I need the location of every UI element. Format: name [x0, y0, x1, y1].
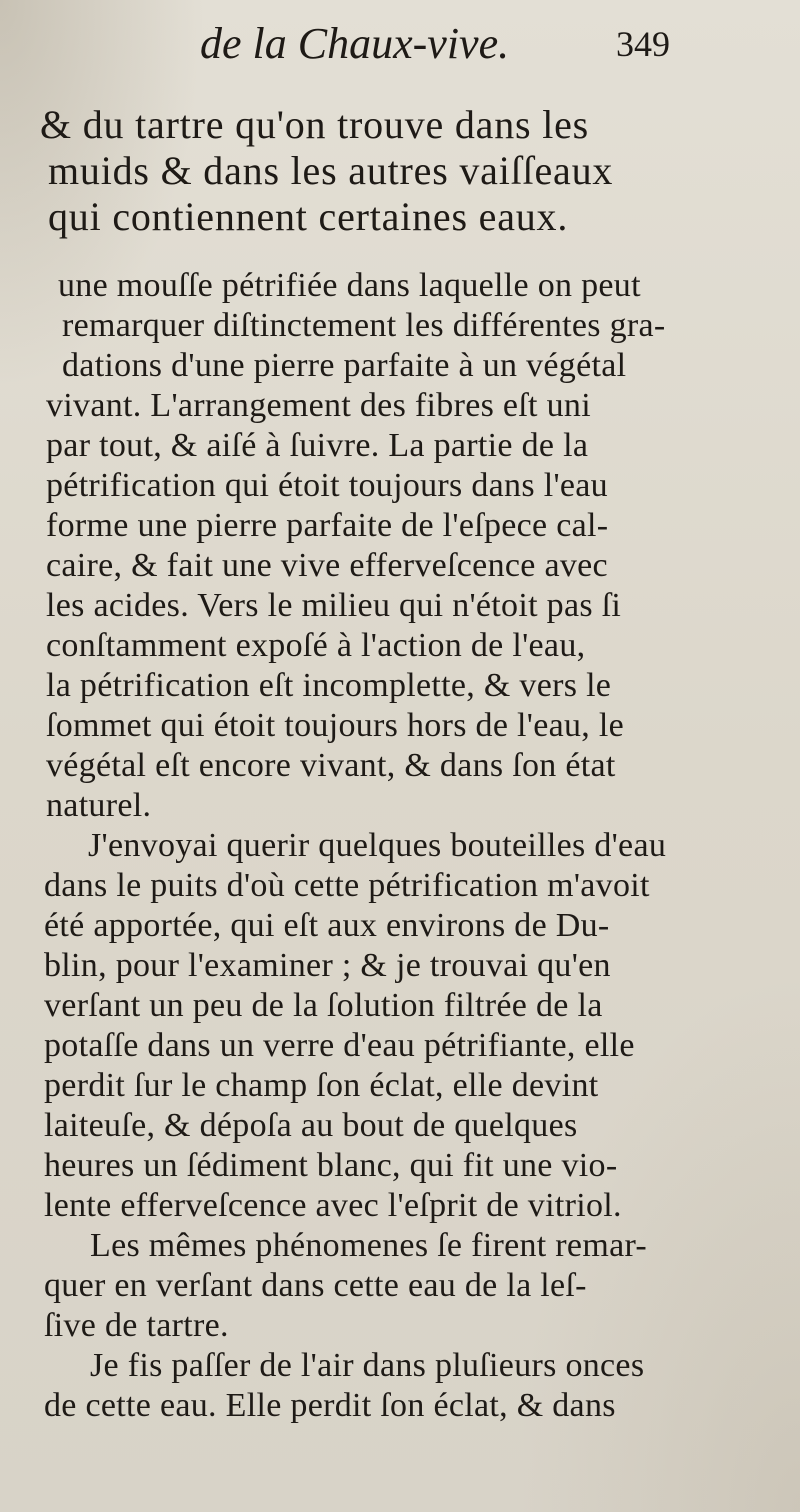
text-line: Je fis paſſer de l'air dans pluſieurs onces [90, 1347, 645, 1384]
text-line: par tout, & aiſé à ſuivre. La partie de la [46, 427, 589, 464]
text-line: ſive de tartre. [44, 1307, 229, 1344]
text-line: dations d'une pierre parfaite à un végétal [62, 347, 627, 384]
text-line: laiteuſe, & dépoſa au bout de quelques [44, 1107, 578, 1144]
text-line: végétal eſt encore vivant, & dans ſon état [46, 747, 616, 784]
text-line: quer en verſant dans cette eau de la leſ- [44, 1267, 587, 1304]
text-line: heures un ſédiment blanc, qui fit une vio- [44, 1147, 618, 1184]
running-title: de la Chaux-vive. [200, 19, 510, 68]
text-line: conſtamment expoſé à l'action de l'eau, [46, 627, 586, 664]
text-line: remarquer diſtinctement les différentes gra- [62, 307, 666, 344]
text-line: ſommet qui étoit toujours hors de l'eau, le [46, 707, 625, 744]
text-line: vivant. L'arrangement des fibres eſt uni [46, 387, 591, 424]
text-line: dans le puits d'où cette pétrification m'avoit [44, 867, 650, 904]
text-line: naturel. [46, 787, 152, 824]
text-line: verſant un peu de la ſolution filtrée de la [44, 987, 603, 1024]
text-line: caire, & fait une vive efferveſcence avec [46, 547, 608, 584]
text-line: été apportée, qui eſt aux environs de Du- [44, 907, 610, 944]
page-number: 349 [616, 24, 670, 64]
text-line: & du tartre qu'on trouve dans les [40, 102, 590, 147]
text-line: lente efferveſcence avec l'eſprit de vitriol. [44, 1187, 622, 1224]
text-line: les acides. Vers le milieu qui n'étoit pas ſi [46, 587, 622, 624]
text-line: une mouſſe pétrifiée dans laquelle on peut [58, 267, 641, 304]
text-line: forme une pierre parfaite de l'eſpece cal- [46, 507, 609, 544]
text-line: pétrification qui étoit toujours dans l'eau [46, 467, 608, 504]
text-line: de cette eau. Elle perdit ſon éclat, & dans [44, 1387, 616, 1424]
text-line: perdit ſur le champ ſon éclat, elle devint [44, 1067, 599, 1104]
text-line: J'envoyai querir quelques bouteilles d'eau [88, 827, 667, 864]
text-line: Les mêmes phénomenes ſe firent remar- [90, 1227, 648, 1264]
text-line: muids & dans les autres vaiſſeaux [48, 148, 614, 193]
text-line: blin, pour l'examiner ; & je trouvai qu'en [44, 947, 611, 984]
text-line: potaſſe dans un verre d'eau pétrifiante, elle [44, 1027, 635, 1064]
text-line: la pétrification eſt incomplette, & vers le [46, 667, 612, 704]
running-header [200, 14, 670, 74]
text-line: qui contiennent certaines eaux. [48, 194, 569, 239]
